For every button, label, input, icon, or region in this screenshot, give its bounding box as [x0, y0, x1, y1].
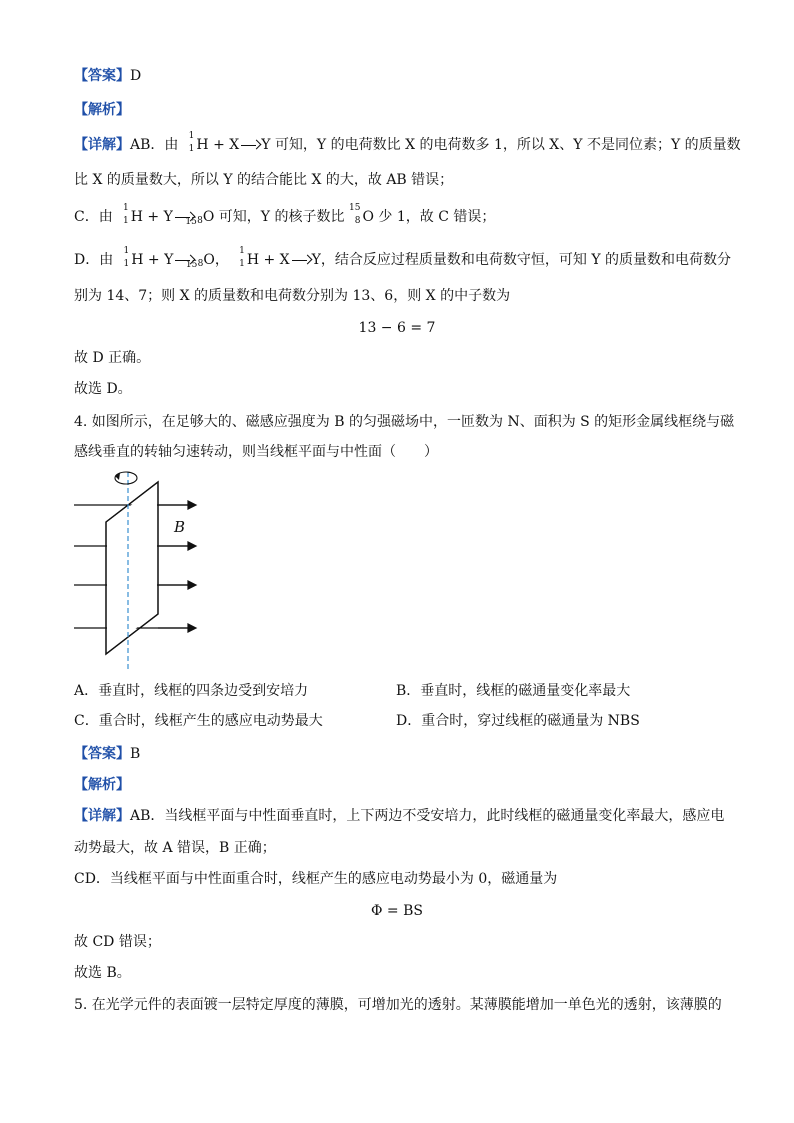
plus-x: + X: [213, 137, 240, 153]
o-mass: 15: [185, 217, 197, 227]
c-tail: O 少 1，故 C 错误；: [362, 209, 496, 225]
q4-option-b: B．垂直时，线框的磁通量变化率最大: [396, 683, 631, 699]
q4-option-c: C．重合时，线框产生的感应电动势最大: [74, 713, 323, 729]
q4-conclusion: 故 CD 错误；: [74, 934, 161, 950]
q4-analysis-heading: [74, 775, 130, 795]
q4-stem-line1: 4. 如图所示，在足够大的、磁感应强度为 B 的匀强磁场中，一匝数为 N、面积为 S 的矩形金属线框绕与磁: [74, 414, 735, 430]
answer-label: 【答案】: [74, 68, 130, 84]
detail-label: 【详解】: [74, 137, 130, 153]
h-mass: 1: [188, 131, 195, 141]
plus-y: + Y: [147, 252, 174, 268]
o-mass: 15: [185, 260, 198, 270]
plus-x: + X: [263, 252, 290, 268]
h-mass: 1: [122, 203, 129, 213]
h-charge: 1: [123, 259, 130, 269]
q4-cd-line1: CD．当线框平面与中性面重合时，线框产生的感应电动势最小为 0，磁通量为: [74, 871, 558, 887]
d-prefix: D．由: [74, 252, 114, 268]
q3-c-line: [74, 203, 496, 227]
h-symbol: H: [196, 137, 209, 153]
arrow-y: Y: [311, 252, 321, 268]
q3-d-line2: 别为 14、7；则 X 的质量数和电荷数分别为 13、6，则 X 的中子数为: [74, 288, 511, 304]
coil-face: [107, 485, 157, 651]
h-charge: 1: [122, 216, 129, 226]
hydrogen-nuclide: [113, 246, 131, 270]
h-mass: 1: [239, 246, 245, 256]
arrow-icon: [173, 250, 198, 270]
hydrogen-nuclide: [229, 246, 247, 270]
o-mass: 15: [349, 203, 361, 213]
oxygen-nuclide: [344, 203, 362, 227]
arrow-icon: [239, 135, 261, 155]
q4-ab-line2: 动势最大，故 A 错误，B 正确；: [74, 840, 276, 856]
h-symbol: H: [246, 252, 260, 268]
q3-ab-line1: [74, 131, 741, 155]
h-symbol: H: [131, 252, 144, 268]
h-symbol: H: [130, 209, 143, 225]
q3-analysis-heading: [74, 100, 130, 120]
h-charge: 1: [239, 259, 245, 269]
arrow-icon: [173, 207, 195, 227]
c-prefix: C．由: [74, 209, 113, 225]
q3-conclusion: 故 D 正确。: [74, 350, 151, 366]
answer-label: 【答案】: [74, 746, 130, 762]
d-rest: ，结合反应过程质量数和电荷数守恒，可知 Y 的质量数和电荷数分: [320, 252, 732, 268]
ab-rest-1: 可知，Y 的电荷数比 X 的电荷数多 1，所以 X、Y 不是同位素；Y 的质量数: [274, 137, 741, 153]
hydrogen-nuclide: [113, 203, 131, 227]
plus-y: + Y: [147, 209, 173, 225]
c-mid: O 可知，Y 的核子数比: [202, 209, 345, 225]
answer-value: B: [130, 746, 141, 762]
oxygen-nuclide-charge: [195, 250, 203, 270]
arrow-y: Y: [261, 137, 271, 153]
arrow-icon: [290, 250, 312, 270]
magnetic-field-figure: [60, 464, 210, 674]
o-charge: 8: [197, 259, 204, 269]
o-charge: 8: [197, 216, 203, 226]
q4-equation: Φ = BS: [371, 903, 423, 919]
q4-option-d: D．重合时，穿过线框的磁通量为 NBS: [396, 713, 640, 729]
d-mid: O，: [203, 252, 229, 268]
answer-value: D: [130, 68, 142, 84]
q4-answer: [74, 744, 140, 764]
q3-choice: 故选 D。: [74, 381, 132, 397]
ab-line1: AB．当线框平面与中性面垂直时，上下两边不受安培力，此时线框的磁通量变化率最大，感应电: [130, 808, 725, 824]
q3-d-line1: [74, 246, 732, 270]
q3-answer: [74, 66, 141, 86]
h-charge: 1: [188, 144, 195, 154]
detail-label: 【详解】: [74, 808, 130, 824]
q4-choice: 故选 B。: [74, 965, 131, 981]
ab-prefix: AB．由: [130, 137, 179, 153]
q3-equation: 13 − 6 = 7: [358, 320, 436, 336]
oxygen-nuclide-charge: [195, 207, 203, 227]
analysis-label: 【解析】: [74, 102, 130, 118]
analysis-label: 【解析】: [74, 777, 130, 793]
q4-ab-line1: [74, 806, 724, 826]
field-label: B: [174, 518, 186, 536]
q3-ab-line2: 比 X 的质量数大，所以 Y 的结合能比 X 的大，故 AB 错误；: [74, 172, 454, 188]
q5-stem-line1: 5. 在光学元件的表面镀一层特定厚度的薄膜，可增加光的透射。某薄膜能增加一单色光的透射，该薄膜的: [74, 997, 722, 1013]
q4-stem-line2: 感线垂直的转轴匀速转动，则当线框平面与中性面（ ）: [74, 444, 438, 460]
o-charge: 8: [354, 216, 361, 226]
h-mass: 1: [123, 246, 130, 256]
q4-option-a: A．垂直时，线框的四条边受到安培力: [74, 683, 309, 699]
hydrogen-nuclide: [178, 131, 196, 155]
